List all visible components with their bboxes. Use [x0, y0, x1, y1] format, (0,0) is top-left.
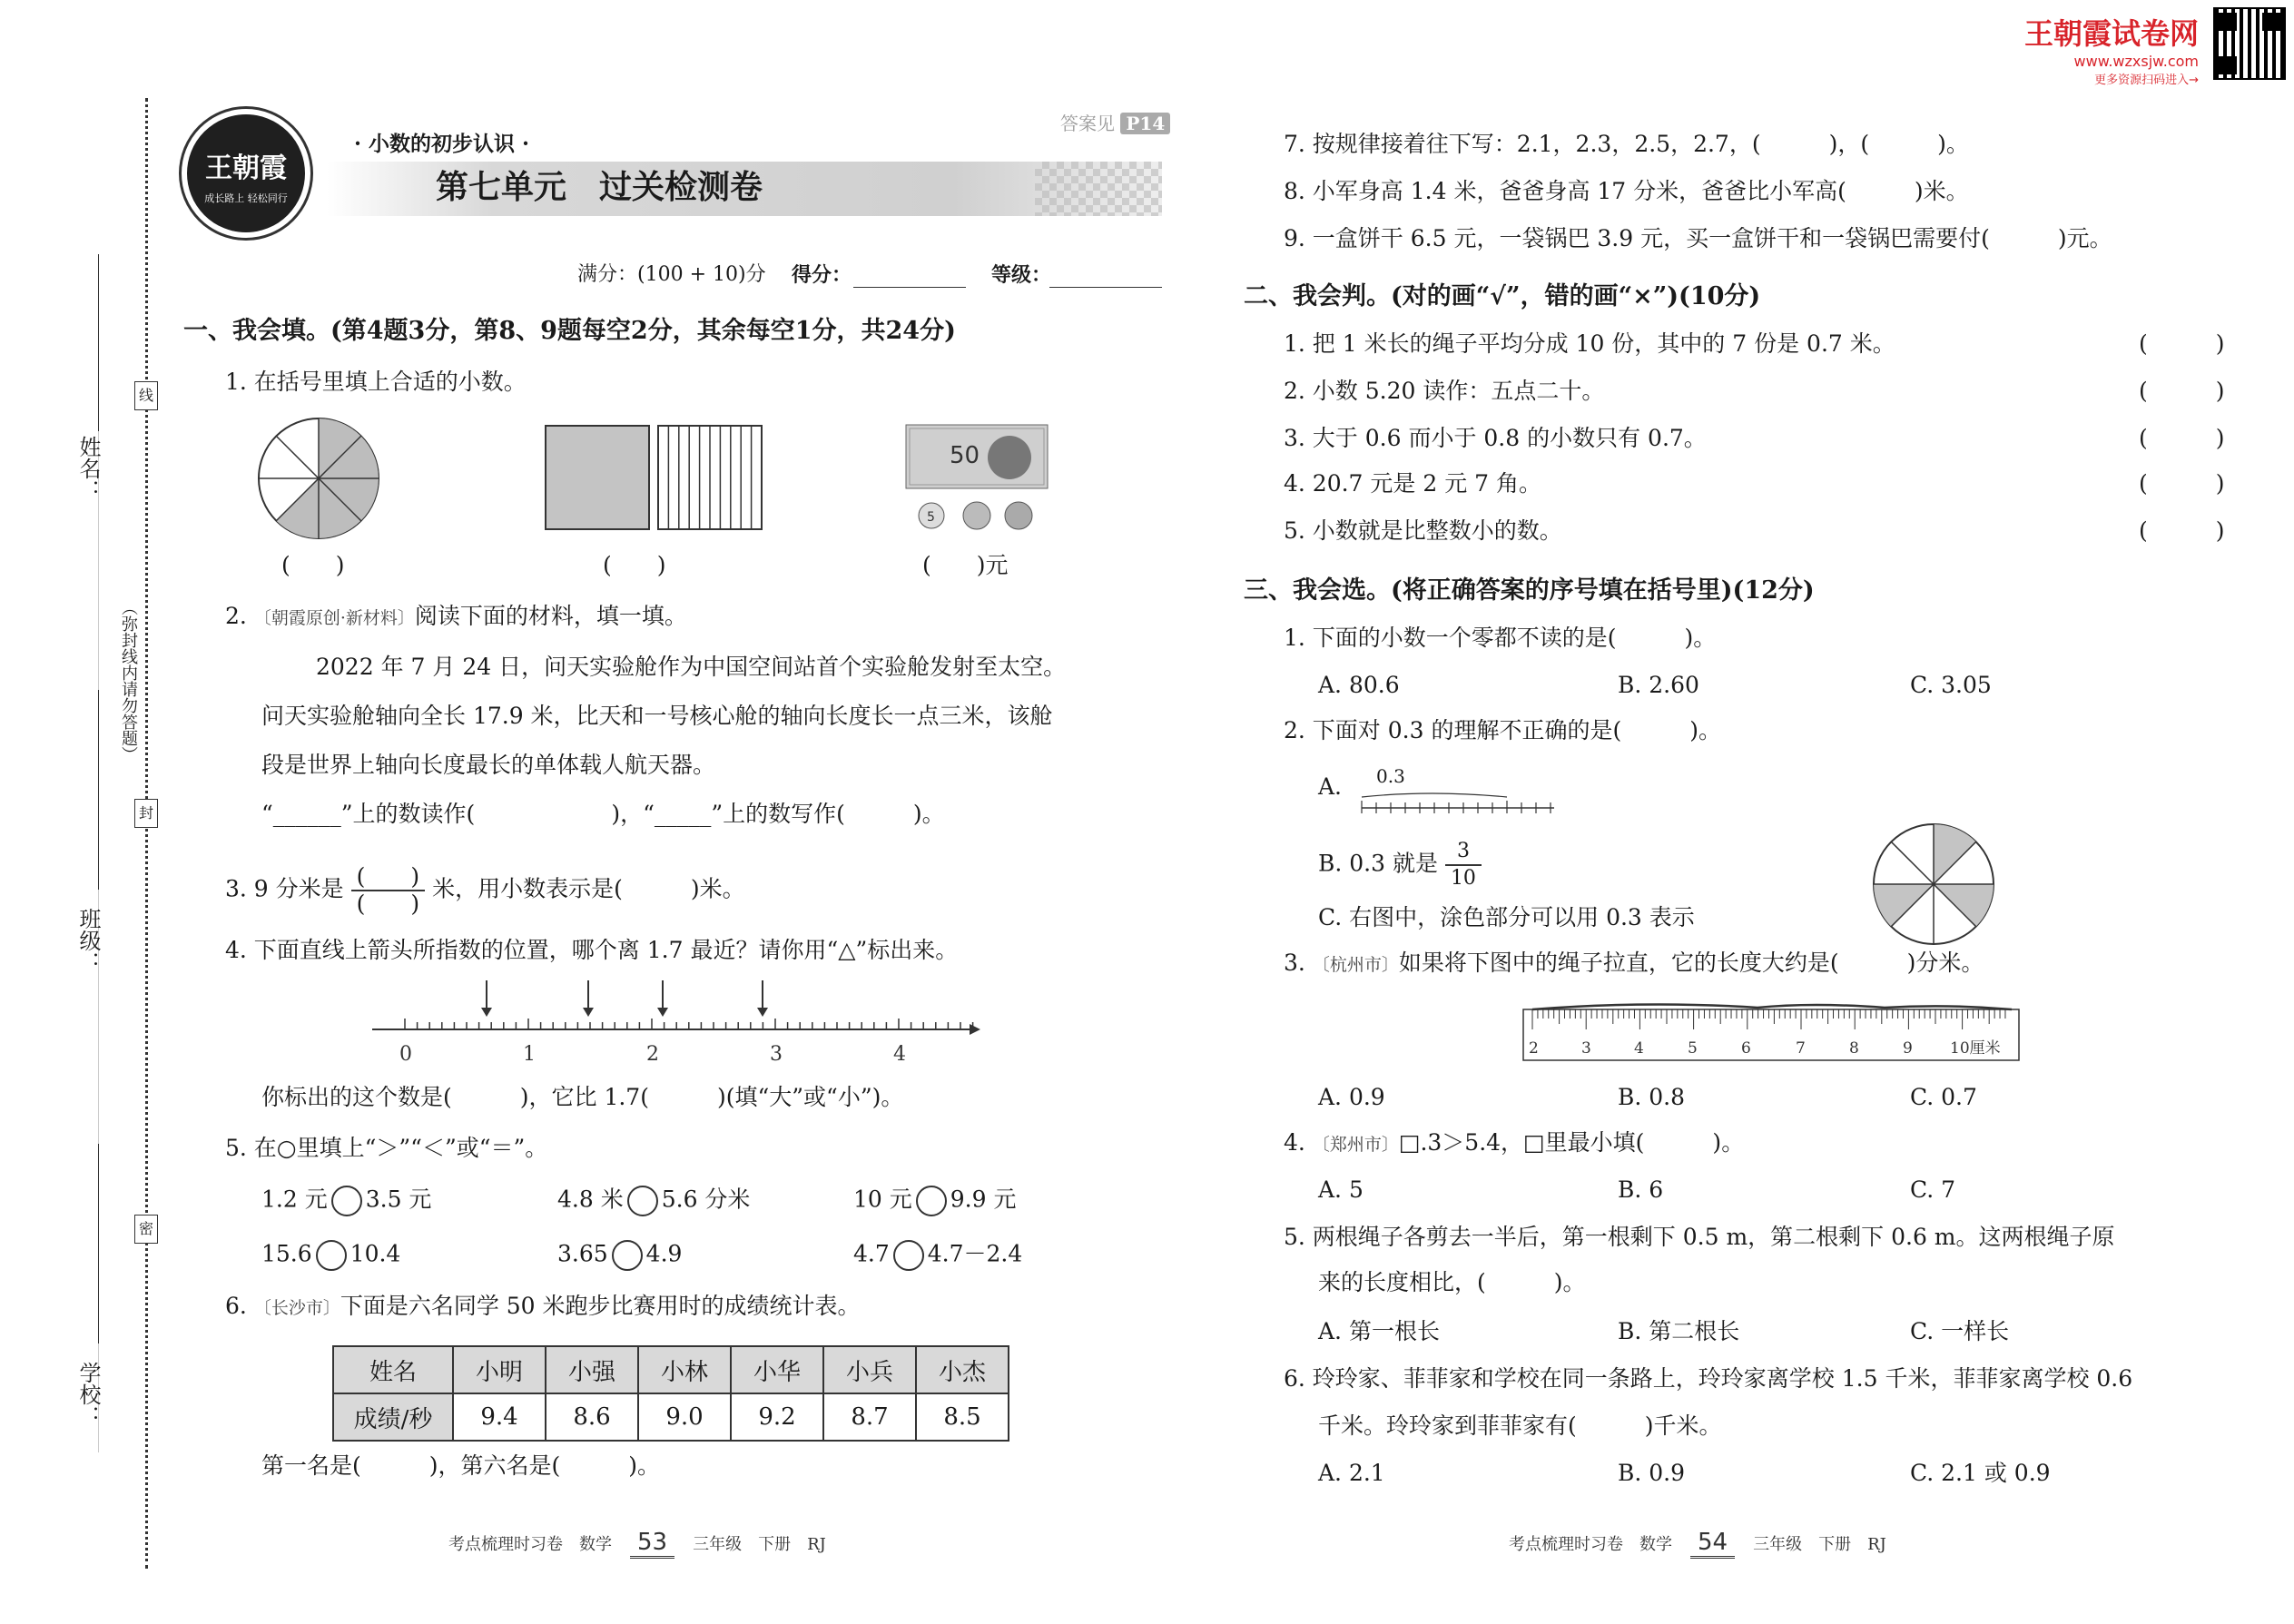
table-cell: 8.7	[823, 1393, 916, 1441]
option-b-denominator: 10	[1450, 867, 1476, 890]
q5-item-6[interactable]	[853, 1240, 1022, 1271]
compare-circle[interactable]	[916, 1186, 947, 1216]
q5-item-2-left: 4.8 米	[557, 1186, 624, 1213]
page-title: 第七单元 过关检测卷	[436, 168, 763, 206]
section-3-heading: 三、我会选。(将正确答案的序号填在括号里)(12分)	[1244, 576, 1815, 605]
compare-circle[interactable]	[331, 1186, 362, 1216]
q1-circle-figure	[256, 416, 381, 541]
q2-paragraph-2: 问天实验舱轴向全长 17.9 米，比天和一号核心舱的轴向长度长一点三米，该舱	[261, 703, 1053, 729]
ruler-label: 10厘米	[1950, 1039, 2001, 1058]
seal-seal: 封	[134, 799, 158, 828]
margin-name-label: 姓名：	[75, 436, 101, 501]
c3-tag: 〔杭州市〕	[1312, 955, 1399, 975]
choice-2-option-c[interactable]: C. 右图中，涂色部分可以用 0.3 表示	[1318, 904, 1695, 930]
q5-item-4[interactable]	[261, 1240, 400, 1271]
ruler-label: 3	[1581, 1039, 1591, 1058]
table-cell: 8.5	[916, 1393, 1009, 1441]
judge-item-5: 5. 小数就是比整数小的数。	[1284, 517, 1562, 544]
answer-reference	[1060, 109, 1170, 135]
footer-right-grade: 三年级 下册 RJ	[1753, 1535, 1886, 1554]
q5-item-3-right: 9.9 元	[950, 1186, 1017, 1213]
judge-answer-2[interactable]: ( )	[2139, 378, 2225, 404]
full-score: 满分：(100 + 10)分	[577, 263, 766, 286]
class-line[interactable]	[98, 690, 99, 890]
q2-text: 阅读下面的材料，填一填。	[414, 603, 687, 629]
q3-denominator[interactable]: ( )	[356, 891, 420, 917]
brand-name: 王朝霞试卷网	[2024, 16, 2200, 51]
margin-school-label: 学校：	[75, 1362, 101, 1427]
choice-3	[1284, 950, 1984, 979]
choice-2-option-b[interactable]	[1318, 839, 1482, 891]
question-8[interactable]: 8. 小军身高 1.4 米，爸爸身高 17 分米，爸爸比小军高( )米。	[1284, 178, 1969, 204]
q1-square-filled	[545, 425, 650, 530]
option-b-numerator: 3	[1445, 839, 1482, 866]
q5-item-6-right: 4.7－2.4	[927, 1240, 1023, 1267]
question-3	[225, 864, 745, 917]
choice-5: 5. 两根绳子各剪去一半后，第一根剩下 0.5 m，第二根剩下 0.6 m。这两根绳子原	[1284, 1224, 2115, 1250]
q5-item-5-right: 4.9	[645, 1240, 683, 1267]
c3-text: 如果将下图中的绳子拉直，它的长度大约是( )分米。	[1398, 950, 1984, 976]
q6-tag: 〔长沙市〕	[253, 1298, 340, 1318]
q5-item-1-left: 1.2 元	[261, 1186, 328, 1213]
publisher-logo	[182, 109, 310, 238]
compare-circle[interactable]	[893, 1240, 924, 1271]
q3-numerator[interactable]: ( )	[351, 864, 426, 891]
judge-answer-5[interactable]: ( )	[2139, 517, 2225, 544]
brand-block	[2024, 11, 2199, 87]
ruler-label: 5	[1688, 1039, 1698, 1058]
q5-item-5-left: 3.65	[557, 1240, 608, 1267]
choice-5-option-b[interactable]: B. 第二根长	[1618, 1318, 1740, 1344]
q5-item-4-right: 10.4	[350, 1240, 401, 1267]
margin-class-label: 班级：	[75, 908, 101, 973]
choice-1-option-b[interactable]: B. 2.60	[1618, 672, 1699, 698]
ruler-label: 2	[1529, 1039, 1539, 1058]
question-2	[225, 603, 687, 632]
q1-square-strips	[657, 425, 763, 530]
q3-text-b: 米，用小数表示是( )米。	[432, 875, 745, 902]
q6-number: 6.	[225, 1293, 254, 1319]
choice-6-option-c[interactable]: C. 2.1 或 0.9	[1910, 1460, 2051, 1486]
table-row	[333, 1393, 1009, 1441]
choice-5-option-a[interactable]: A. 第一根长	[1318, 1318, 1440, 1344]
grade-field[interactable]	[1049, 287, 1162, 288]
question-4: 4. 下面直线上箭头所指数的位置，哪个离 1.7 最近？请你用“△”标出来。	[225, 937, 959, 963]
q4-number-line	[363, 977, 980, 1068]
option-b-fraction	[1445, 839, 1482, 891]
q1-blank-3[interactable]: ( )元	[922, 552, 1009, 578]
option-a-scale	[1358, 788, 1558, 815]
q1-money-figure	[904, 421, 1049, 534]
margin-notice: （弥封线内请勿答题）	[119, 599, 138, 763]
footer-left	[448, 1529, 826, 1559]
q6-answer-line[interactable]: 第一名是( )，第六名是( )。	[261, 1452, 661, 1479]
compare-circle[interactable]	[316, 1240, 347, 1271]
judge-item-2: 2. 小数 5.20 读作：五点二十。	[1284, 378, 1605, 404]
table-cell: 姓名	[333, 1346, 453, 1393]
choice-6: 6. 玲玲家、菲菲家和学校在同一条路上，玲玲家离学校 1.5 千米，菲菲家离学校 0.6	[1284, 1365, 2133, 1392]
footer-right	[1509, 1529, 1886, 1559]
choice-3-option-c[interactable]: C. 0.7	[1910, 1084, 1977, 1110]
q5-item-3[interactable]	[853, 1186, 1016, 1216]
tick-label-4: 4	[893, 1043, 906, 1066]
table-cell: 9.0	[638, 1393, 731, 1441]
choice-4	[1284, 1129, 1744, 1158]
table-cell: 9.2	[731, 1393, 823, 1441]
binding-line	[145, 98, 148, 1569]
choice-2: 2. 下面对 0.3 的理解不正确的是( )。	[1284, 717, 1721, 743]
brand-url[interactable]: www.wzxsjw.com	[2073, 53, 2200, 70]
option-b-text: B. 0.3 就是	[1318, 850, 1438, 877]
q2-fill-line[interactable]: “______”上的数读作( )，“_____”上的数写作( )。	[261, 801, 945, 827]
table-cell: 成绩/秒	[333, 1393, 453, 1441]
judge-item-4: 4. 20.7 元是 2 元 7 角。	[1284, 470, 1542, 497]
judge-answer-4[interactable]: ( )	[2139, 470, 2225, 497]
svg-text:50: 50	[950, 442, 980, 469]
table-cell: 9.4	[453, 1393, 546, 1441]
school-line[interactable]	[98, 1144, 99, 1343]
c4-text: □.3＞5.4，□里最小填( )。	[1398, 1129, 1745, 1156]
q6-text: 下面是六名同学 50 米跑步比赛用时的成绩统计表。	[340, 1293, 861, 1319]
q5-item-1-right: 3.5 元	[365, 1186, 432, 1213]
q5-item-5[interactable]	[557, 1240, 682, 1271]
table-cell: 小杰	[916, 1346, 1009, 1393]
question-7[interactable]: 7. 按规律接着往下写：2.1，2.3，2.5，2.7，( )，( )。	[1284, 131, 1969, 157]
table-cell: 小兵	[823, 1346, 916, 1393]
tick-label-2: 2	[646, 1043, 659, 1066]
tick-label-1: 1	[523, 1043, 536, 1066]
q5-item-2-right: 5.6 分米	[661, 1186, 751, 1213]
ruler-label: 9	[1903, 1039, 1913, 1058]
tick-label-0: 0	[399, 1043, 412, 1066]
q2-number: 2.	[225, 603, 254, 629]
option-c-circle-figure	[1870, 821, 1997, 948]
choice-1: 1. 下面的小数一个零都不读的是( )。	[1284, 625, 1717, 651]
svg-text:5: 5	[927, 510, 935, 525]
q5-item-6-left: 4.7	[853, 1240, 890, 1267]
question-9[interactable]: 9. 一盒饼干 6.5 元，一袋锅巴 3.9 元，买一盒饼干和一袋锅巴需要付( )元。	[1284, 225, 2112, 251]
footer-right-series: 考点梳理时习卷 数学	[1509, 1535, 1672, 1554]
q2-paragraph-3: 段是世界上轴向长度最长的单体载人航天器。	[261, 752, 716, 778]
q5-item-1[interactable]	[261, 1186, 431, 1216]
q1-blank-1[interactable]: ( )	[281, 552, 345, 578]
choice-1-option-a[interactable]: A. 80.6	[1318, 672, 1400, 698]
choice-6-option-b[interactable]: B. 0.9	[1618, 1460, 1686, 1486]
choice-4-option-c[interactable]: C. 7	[1910, 1176, 1956, 1203]
question-1: 1. 在括号里填上合适的小数。	[225, 369, 527, 395]
qr-code-icon[interactable]	[2213, 7, 2286, 80]
choice-4-option-a[interactable]: A. 5	[1318, 1176, 1364, 1203]
brand-tagline: 更多资源扫码进入→	[2094, 74, 2200, 87]
q1-blank-2[interactable]: ( )	[603, 552, 666, 578]
run-results-table	[332, 1345, 1009, 1442]
table-cell: 小林	[638, 1346, 731, 1393]
answer-page: P14	[1120, 113, 1170, 134]
choice-3-option-a[interactable]: A. 0.9	[1318, 1084, 1385, 1110]
judge-answer-3[interactable]: ( )	[2139, 425, 2225, 451]
ruler-with-rope	[1521, 997, 2021, 1062]
q4-answer-line[interactable]: 你标出的这个数是( )，它比 1.7( )(填“大”或“小”)。	[261, 1084, 904, 1110]
choice-1-option-c[interactable]: C. 3.05	[1910, 672, 1992, 698]
judge-item-1: 1. 把 1 米长的绳子平均分成 10 份，其中的 7 份是 0.7 米。	[1284, 330, 1895, 357]
option-a-value-label: 0.3	[1376, 765, 1405, 787]
q3-fraction[interactable]	[351, 864, 426, 917]
c3-number: 3.	[1284, 950, 1313, 976]
choice-3-option-b[interactable]: B. 0.8	[1618, 1084, 1686, 1110]
table-cell: 小华	[731, 1346, 823, 1393]
score-field[interactable]	[853, 287, 966, 288]
seal-line: 线	[134, 381, 158, 410]
ruler-label: 4	[1634, 1039, 1644, 1058]
c4-number: 4.	[1284, 1129, 1313, 1156]
q5-item-4-left: 15.6	[261, 1240, 312, 1267]
logo-text: 王朝霞	[205, 153, 287, 184]
compare-circle[interactable]	[612, 1240, 643, 1271]
ruler-label: 6	[1741, 1039, 1751, 1058]
q3-text-a: 3. 9 分米是	[225, 875, 344, 902]
seal-secret: 密	[134, 1215, 158, 1244]
q5-item-2[interactable]	[557, 1186, 750, 1216]
name-line[interactable]	[98, 254, 99, 431]
table-cell: 8.6	[546, 1393, 638, 1441]
section-1-heading: 一、我会填。(第4题3分，第8、9题每空2分，其余每空1分，共24分)	[183, 317, 956, 345]
q2-tag: 〔朝霞原创·新材料〕	[253, 608, 415, 628]
tick-label-3: 3	[770, 1043, 783, 1066]
section-2-heading: 二、我会判。(对的画“√”，错的画“×”)(10分)	[1244, 282, 1761, 310]
unit-subtitle: · 小数的初步认识 ·	[354, 132, 530, 156]
table-header-row	[333, 1346, 1009, 1393]
page-number-right: 54	[1690, 1529, 1735, 1559]
c4-tag: 〔郑州市〕	[1312, 1135, 1399, 1155]
footer-left-series: 考点梳理时习卷 数学	[448, 1535, 612, 1554]
footer-left-grade: 三年级 下册 RJ	[693, 1535, 826, 1554]
choice-6-cont: 千米。玲玲家到菲菲家有( )千米。	[1318, 1412, 1722, 1439]
ruler-label: 8	[1849, 1039, 1859, 1058]
choice-6-option-a[interactable]: A. 2.1	[1318, 1460, 1385, 1486]
judge-item-3: 3. 大于 0.6 而小于 0.8 的小数只有 0.7。	[1284, 425, 1707, 451]
judge-answer-1[interactable]: ( )	[2139, 330, 2225, 357]
compare-circle[interactable]	[627, 1186, 658, 1216]
choice-5-option-c[interactable]: C. 一样长	[1910, 1318, 2010, 1344]
ruler-label: 7	[1796, 1039, 1806, 1058]
table-cell: 小强	[546, 1346, 638, 1393]
choice-5-cont: 来的长度相比，( )。	[1318, 1269, 1586, 1295]
question-6	[225, 1293, 861, 1322]
choice-4-option-b[interactable]: B. 6	[1618, 1176, 1664, 1203]
choice-2-option-a[interactable]: A.	[1318, 773, 1343, 800]
answer-ref-label: 答案见	[1060, 113, 1115, 134]
page-number-left: 53	[630, 1529, 674, 1559]
table-cell: 小明	[453, 1346, 546, 1393]
q5-item-3-left: 10 元	[853, 1186, 912, 1213]
title-pattern	[1035, 162, 1162, 216]
q2-paragraph-1: 2022 年 7 月 24 日，问天实验舱作为中国空间站首个实验舱发射至太空。	[316, 654, 1067, 680]
logo-subtext: 成长路上 轻松同行	[204, 192, 288, 204]
score-label: 得分：	[792, 263, 852, 287]
question-5: 5. 在○里填上“＞”“＜”或“＝”。	[225, 1135, 548, 1161]
grade-label: 等级：	[991, 263, 1052, 287]
